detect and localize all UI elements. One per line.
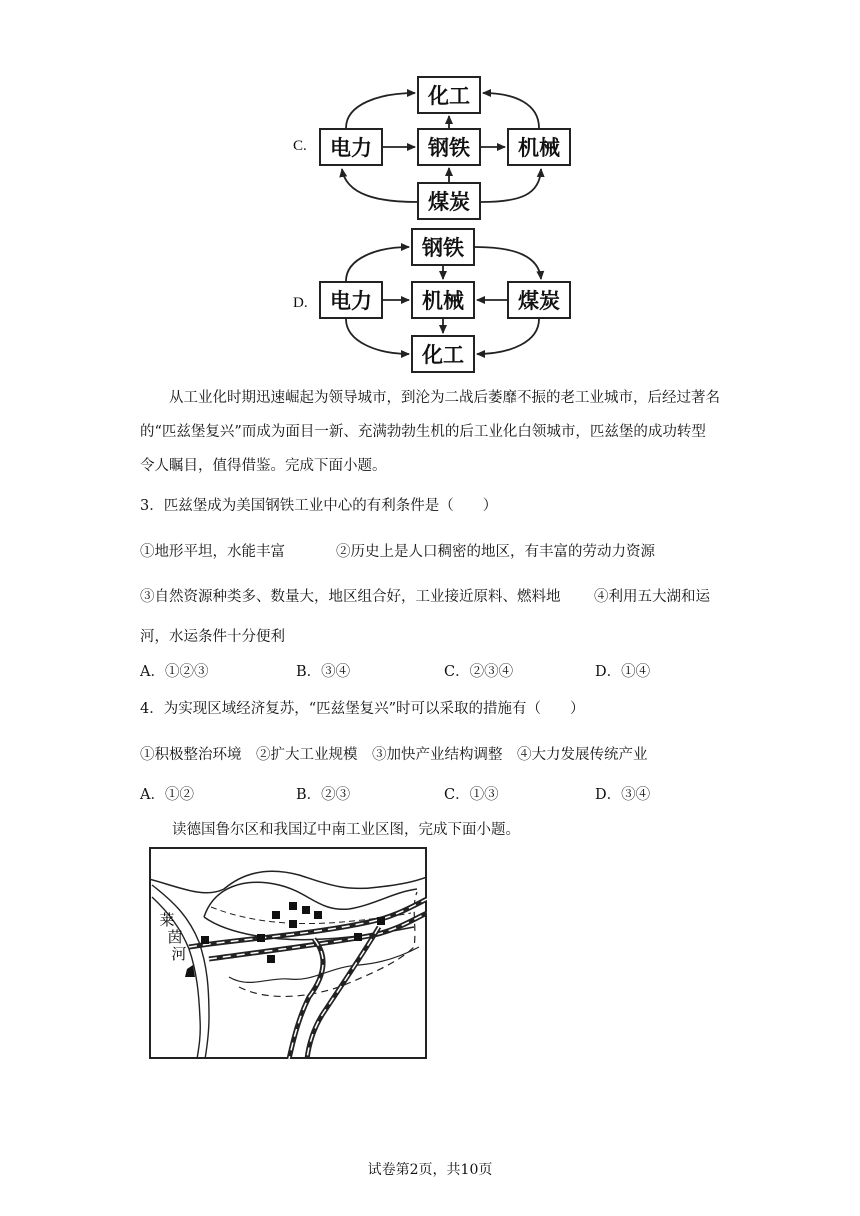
box-d-top-label: 钢铁: [422, 236, 464, 260]
q4-option-c[interactable]: C．①③: [444, 787, 499, 803]
q3-option-c[interactable]: C．②③④: [444, 664, 514, 680]
diagram-d: [293, 229, 570, 372]
box-d-left-label: 电力: [330, 289, 372, 313]
q4-option-d[interactable]: D．③④: [595, 787, 651, 803]
passage-pittsburgh: 从工业化时期迅速崛起为领导城市，到沦为二战后萎靡不振的老工业城市，后经过著名的“匹兹堡复兴”而成为面目一新、充满勃勃生机的后工业化白领城市，匹兹堡的成功转型令人瞩目，值得借鉴。完成下面小题。: [140, 390, 720, 474]
q3-stem: 3．匹兹堡成为美国钢铁工业中心的有利条件是（ ）: [140, 498, 498, 514]
q3-statement-4b: 河，水运条件十分便利: [140, 629, 285, 645]
box-d-center-label: 机械: [422, 289, 464, 313]
box-c-bottom-label: 煤炭: [428, 190, 470, 214]
map-river-label-3: 河: [171, 945, 187, 963]
q4-option-a[interactable]: A．①②: [140, 787, 194, 803]
q4-stem: 4．为实现区域经济复苏，“匹兹堡复兴”时可以采取的措施有（ ）: [140, 701, 585, 717]
ruhr-industrial-map: [149, 847, 427, 1059]
box-c-center-label: 钢铁: [428, 136, 470, 160]
q3-statement-2: ②历史上是人口稠密的地区，有丰富的劳动力资源: [336, 544, 655, 560]
flow-diagrams: [0, 0, 860, 380]
box-c-right-label: 机械: [518, 136, 560, 160]
map-river-label-1: 莱: [159, 911, 175, 929]
diagram-c: [293, 77, 570, 219]
box-c-top-label: 化工: [428, 84, 470, 108]
q3-option-a[interactable]: A．①②③: [140, 664, 209, 680]
diagram-d-label: D.: [293, 295, 308, 311]
box-d-right-label: 煤炭: [518, 289, 560, 313]
q3-statement-4a: ④利用五大湖和运: [594, 589, 710, 605]
box-d-bottom-label: 化工: [422, 343, 464, 367]
map-svg: [149, 847, 427, 1059]
diagram-c-label: C.: [293, 138, 307, 154]
q4-option-b[interactable]: B．②③: [296, 787, 351, 803]
passage-ruhr: 读德国鲁尔区和我国辽中南工业区图，完成下面小题。: [172, 822, 520, 838]
page-footer: 试卷第2页，共10页: [367, 1162, 493, 1178]
q3-statement-3: ③自然资源种类多、数量大，地区组合好，工业接近原料、燃料地: [140, 589, 561, 605]
q3-statement-1: ①地形平坦，水能丰富: [140, 544, 285, 560]
box-c-left-label: 电力: [330, 136, 372, 160]
q3-option-b[interactable]: B．③④: [296, 664, 351, 680]
q4-statements: ①积极整治环境 ②扩大工业规模 ③加快产业结构调整 ④大力发展传统产业: [140, 747, 648, 763]
q3-option-d[interactable]: D．①④: [595, 664, 651, 680]
map-river-label-2: 茵: [167, 928, 183, 946]
